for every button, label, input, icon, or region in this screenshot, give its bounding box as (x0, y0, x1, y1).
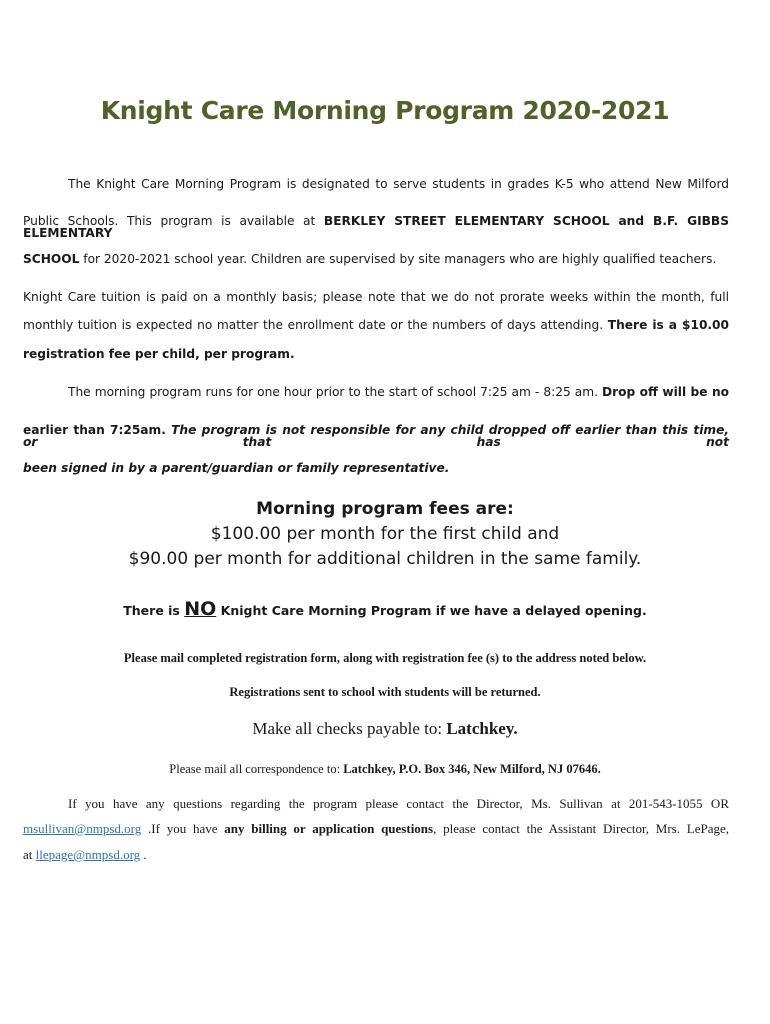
dropoff-note: Drop off will be no (602, 385, 729, 399)
schedule-text: The morning program runs for one hour prior to the start of school 7:25 am - 8:25 am. (68, 385, 603, 399)
intro-text: The Knight Care Morning Program is designated to serve students in grades K-5 who attend New Milford (68, 177, 729, 191)
billing-questions: any billing or application questions (224, 821, 434, 836)
contact-text: , please contact the Assistant Director, Mrs. LePage, (433, 821, 729, 836)
schedule-line-3 (23, 462, 729, 474)
director-email-link[interactable]: msullivan@nmpsd.org (23, 821, 142, 836)
responsibility-note: been signed in by a parent/guardian or family representative. (23, 461, 450, 475)
delay-text: Knight Care Morning Program if we have a delayed opening. (216, 603, 647, 618)
school-names: BERKLEY STREET ELEMENTARY SCHOOL and B.F. GIBBS ELEMENTARY (23, 214, 729, 240)
mail-form-instruction: Please mail completed registration form, along with registration fee (s) to the address noted below. (123, 651, 647, 665)
contact-text: .If you have (141, 821, 225, 836)
correspondence-text: Please mail all correspondence to: (169, 762, 344, 776)
delay-text: There is (123, 603, 185, 618)
fees-block (0, 497, 770, 572)
contact-line-2 (23, 822, 729, 836)
tuition-text: monthly tuition is expected no matter the enrollment date or the numbers of days attending. (23, 318, 604, 332)
contact-line-3 (23, 848, 729, 862)
intro-line-3 (23, 253, 729, 265)
intro-line-2 (23, 215, 729, 239)
intro-line-1 (23, 178, 729, 190)
page-title: Knight Care Morning Program 2020-2021 (100, 96, 670, 125)
registration-fee: registration fee per child, per program. (23, 347, 295, 361)
checks-text: Make all checks payable to: (252, 719, 447, 738)
responsibility-note: The program is not responsible for any child dropped off earlier than this time, or that has not (23, 423, 729, 449)
assistant-director-email-link[interactable]: llepage@nmpsd.org (35, 847, 141, 862)
checks-payable (0, 719, 770, 739)
mailing-address: Latchkey, P.O. Box 346, New Milford, NJ 07646. (343, 762, 601, 776)
tuition-line-2 (23, 319, 729, 331)
contact-text: If you have any questions regarding the program please contact the Director, Ms. Sullivan at 201-543-1055 OR (68, 796, 729, 811)
correspondence-line (0, 762, 770, 777)
tuition-text: Knight Care tuition is paid on a monthly basis; please note that we do not prorate weeks within the month, full (23, 290, 729, 304)
contact-text: . (140, 847, 147, 862)
payee-name: Latchkey. (446, 719, 518, 738)
tuition-line-1 (23, 291, 729, 303)
tuition-line-3 (23, 348, 729, 360)
fee-additional-children: $90.00 per month for additional children in the same family. (128, 549, 642, 569)
schedule-line-1 (23, 386, 729, 398)
no-emphasis: NO (184, 598, 217, 620)
returned-notice: Registrations sent to school with students will be returned. (229, 685, 541, 699)
school-names: SCHOOL (23, 252, 80, 266)
contact-text: at (23, 847, 36, 862)
intro-text: for 2020-2021 school year. Children are supervised by site managers who are highly qualified teachers. (79, 252, 717, 266)
fees-heading: Morning program fees are: (256, 499, 514, 519)
fee-first-child: $100.00 per month for the first child and (210, 524, 560, 544)
intro-text: Public Schools. This program is available at (23, 214, 324, 228)
contact-line-1 (23, 797, 729, 811)
dropoff-note: earlier than 7:25am. (23, 423, 172, 437)
schedule-line-2 (23, 424, 729, 448)
delayed-opening-notice (0, 598, 770, 620)
registration-fee: There is a $10.00 (607, 318, 730, 332)
